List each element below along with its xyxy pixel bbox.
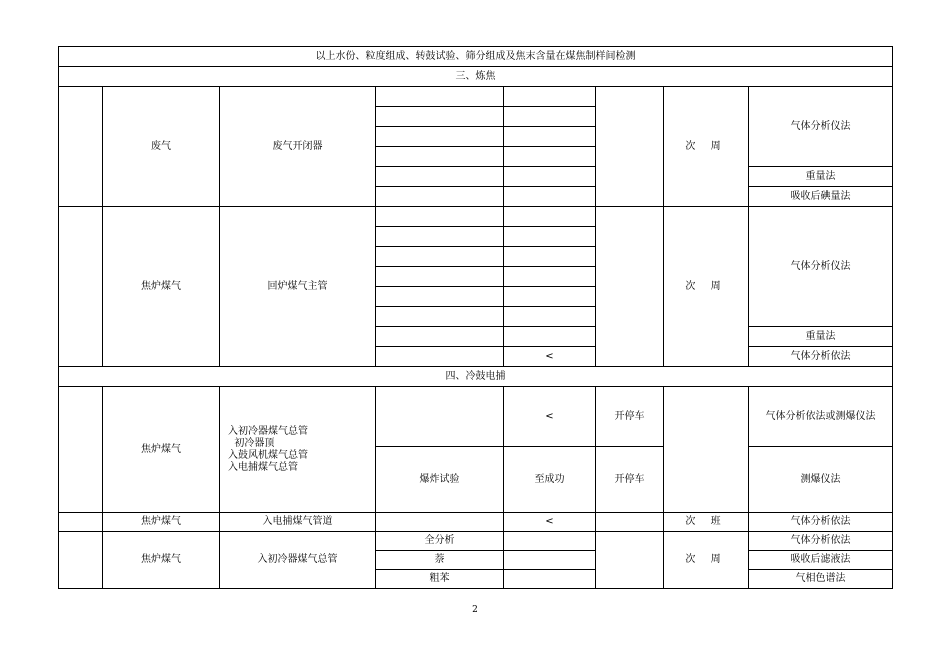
limit-cell: < (504, 347, 596, 367)
test-cell: 萘 (376, 551, 504, 570)
section-title-coking: 三、炼焦 (59, 67, 893, 87)
location-lines: 入初冷器煤气总管 初冷器顶 入鼓风机煤气总管 入电捕煤气总管 (228, 425, 308, 473)
table-row (59, 87, 893, 107)
blank-cell (59, 513, 103, 532)
condition-cell: 开停车 (596, 447, 664, 513)
condition-cell: 开停车 (596, 387, 664, 447)
method-cell: 吸收后碘量法 (749, 187, 893, 207)
limit-cell: < (504, 513, 596, 532)
header-row (59, 47, 893, 67)
section-title-cooling: 四、冷鼓电捕 (59, 367, 893, 387)
location-cell: 入初冷器煤气总管 (220, 532, 376, 589)
table-row (59, 532, 893, 551)
frequency-cell: 次 周 (664, 532, 749, 589)
location-cell: 废气开闭器 (220, 87, 376, 207)
item-cell: 焦炉煤气 (103, 513, 220, 532)
method-cell: 气相色谱法 (749, 570, 893, 589)
method-cell: 测爆仪法 (749, 447, 893, 513)
method-cell: 气体分析依法 (749, 513, 893, 532)
table-row (59, 513, 893, 532)
blank-cell (596, 532, 664, 589)
empty-cell (376, 87, 504, 107)
method-cell: 气体分析仪法 (749, 207, 893, 327)
frequency-cell: 次 班 (664, 513, 749, 532)
blank-cell (59, 532, 103, 589)
item-cell: 焦炉煤气 (103, 532, 220, 589)
blank-cell (664, 387, 749, 513)
empty-cell (376, 387, 504, 447)
method-cell: 重量法 (749, 327, 893, 347)
location-cell (220, 387, 376, 513)
blank-cell (59, 207, 103, 367)
blank-cell (59, 87, 103, 207)
method-cell: 气体分析依法 (749, 532, 893, 551)
method-cell: 气体分析依法或测爆仪法 (749, 387, 893, 447)
blank-cell (596, 87, 664, 207)
table-row (59, 387, 893, 447)
method-cell: 气体分析仪法 (749, 87, 893, 167)
method-cell: 重量法 (749, 167, 893, 187)
section-row-cooling (59, 367, 893, 387)
table-row (59, 207, 893, 227)
blank-cell (596, 207, 664, 367)
header-note: 以上水份、粒度组成、转鼓试验、筛分组成及焦末含量在煤焦制样间检测 (59, 47, 893, 67)
section-row-coking (59, 67, 893, 87)
frequency-cell: 次 周 (664, 87, 749, 207)
location-cell: 入电捕煤气管道 (220, 513, 376, 532)
test-cell: 全分析 (376, 532, 504, 551)
item-cell: 焦炉煤气 (103, 387, 220, 513)
limit-cell: < (504, 387, 596, 447)
inspection-table (58, 46, 893, 589)
limit-cell: 至成功 (504, 447, 596, 513)
method-cell: 气体分析依法 (749, 347, 893, 367)
item-cell: 焦炉煤气 (103, 207, 220, 367)
item-cell: 废气 (103, 87, 220, 207)
test-cell: 爆炸试验 (376, 447, 504, 513)
frequency-cell: 次 周 (664, 207, 749, 367)
empty-cell (504, 87, 596, 107)
page-number: 2 (472, 605, 478, 615)
test-cell: 粗苯 (376, 570, 504, 589)
location-cell: 回炉煤气主管 (220, 207, 376, 367)
blank-cell (59, 387, 103, 513)
method-cell: 吸收后滤液法 (749, 551, 893, 570)
